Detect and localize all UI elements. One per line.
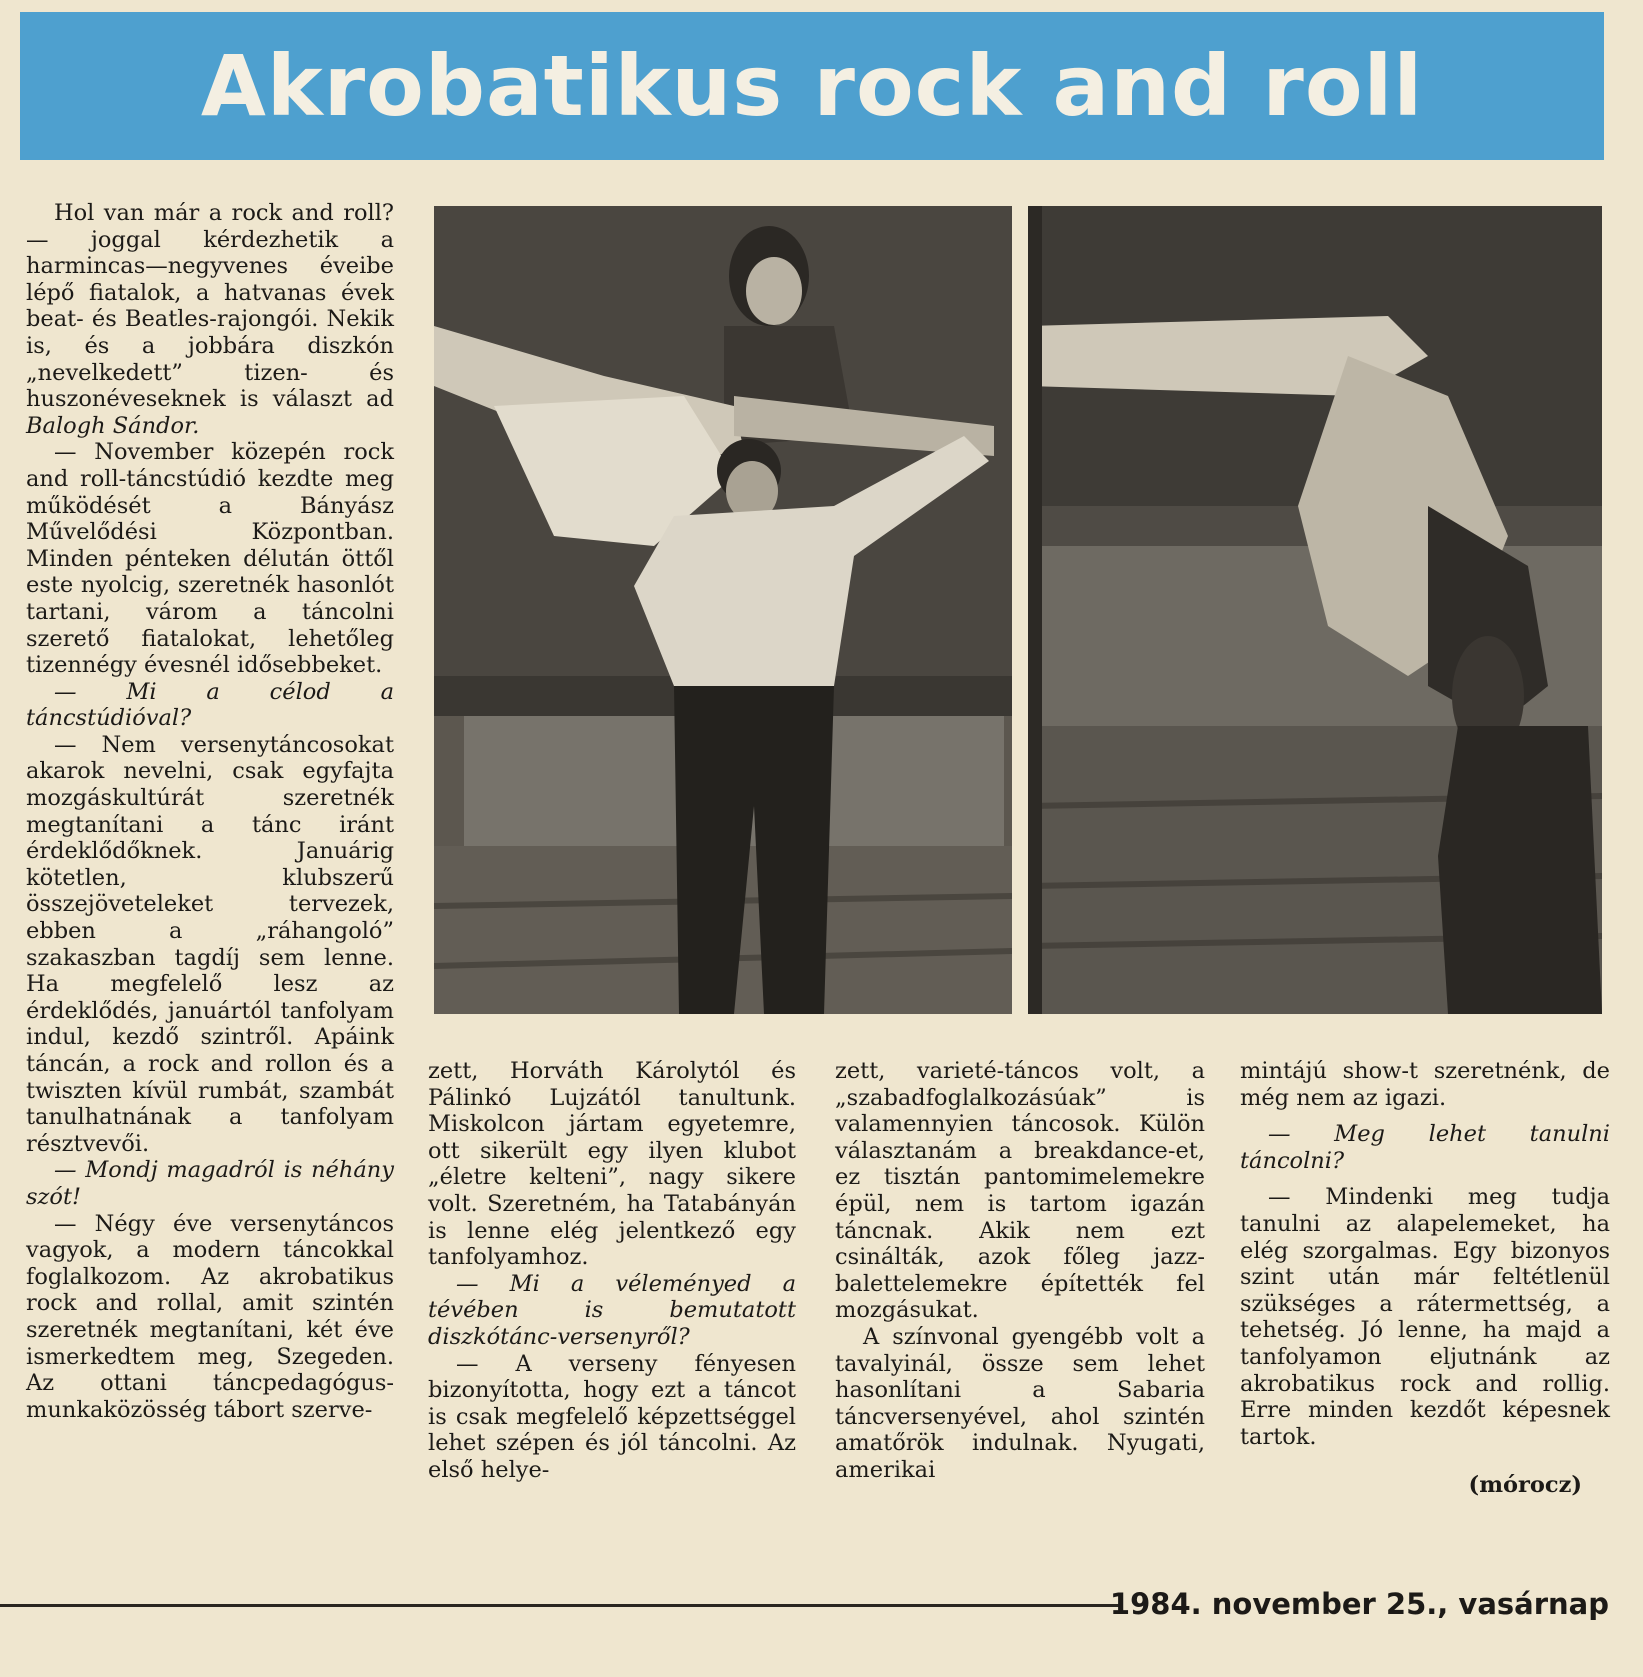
- article-column-2: [428, 1058, 796, 1484]
- paragraph: — Nem versenytáncosokat akarok nevelni, csak egyfajta mozgáskultúrát szeretnék megtanítani a tánc iránt érdeklődőknek. Januárig kötetlen, klubszerű összejöveteleket tervezek, ebben a „ráhangoló” szakaszban tagdíj sem lenne. Ha megfelelő lesz az érdeklődés, januártól tanfolyam indul, kezdő szintről. Apáink táncán, a rock and rollon és a twiszten kívül rumbát, szambát tanulhatnának a tanfolyam résztvevői.: [26, 731, 394, 1157]
- photo-dancer-lift: [434, 206, 1012, 1014]
- paragraph: mintájú show-t szeretnénk, de még nem az igazi.: [1240, 1058, 1610, 1111]
- photo-acrobatic-flip-image: [1028, 206, 1602, 1014]
- paragraph: zett, Horváth Károlytól és Pálinkó Lujzától tanultunk. Miskolcon jártam egyetemre, ott sikerült egy ilyen klubot „életre kelteni”, nagy sikere volt. Szeretném, ha Tatabányán is lenne elég jelentkező egy tanfolyamhoz.: [428, 1058, 796, 1271]
- dateline: 1984. november 25., vasárnap: [1109, 1587, 1609, 1621]
- paragraph: — A verseny fényesen bizonyította, hogy ezt a táncot is csak megfelelő képzettséggel lehet szépen és jól táncolni. Az első helye-: [428, 1350, 796, 1483]
- paragraph-intro: [26, 200, 394, 439]
- paragraph: A színvonal gyengébb volt a tavalyinál, össze sem lehet hasonlítani a Sabaria táncversenyével, ahol szintén amatőrök indulnak. Nyugati, amerikai: [835, 1323, 1205, 1483]
- article-column-4: [1240, 1058, 1610, 1499]
- article-column-1: [26, 200, 394, 1423]
- headline: Akrobatikus rock and roll: [200, 37, 1424, 135]
- question: — Mi a véleményed a tévében is bemutatott diszkótánc-versenyről?: [428, 1270, 796, 1350]
- photo-dancer-lift-image: [434, 206, 1012, 1014]
- interviewee-name: Balogh Sándor.: [26, 412, 200, 439]
- photo-acrobatic-flip: [1028, 206, 1602, 1014]
- paragraph: zett, varieté-táncos volt, a „szabadfoglalkozásúak” is valamennyien táncosok. Külön választanám a breakdance-et, ez tisztán pantomimelemekre épül, nem is tartom igazán táncnak. Akik nem ezt csinálták, azok főleg jazz-balettelemekre építették fel mozgásukat.: [835, 1058, 1205, 1324]
- question: — Meg lehet tanulni táncolni?: [1240, 1121, 1610, 1174]
- question: — Mi a célod a táncstúdióval?: [26, 678, 394, 732]
- question: — Mondj magadról is néhány szót!: [26, 1157, 394, 1210]
- byline: (mórocz): [1468, 1472, 1582, 1499]
- footer-rule: [0, 1604, 1120, 1607]
- headline-banner: [20, 12, 1604, 160]
- intro-text: Hol van már a rock and roll? — joggal kérdezhetik a harmincas—negyvenes éveibe lépő fiatalok, a hatvanas évek beat- és Beatles-rajongói. Nekik is, és a jobbára diszkón „nevelkedett” tizen- és huszonéveseknek is választ ad: [26, 200, 394, 413]
- paragraph: — Mindenki meg tudja tanulni az alapelemeket, ha elég szorgalmas. Egy bizonyos szint után már feltétlenül szükséges a rátermettség, a tehetség. Jó lenne, ha majd a tanfolyamon eljutnánk az akrobatikus rock and rollig. Erre minden kezdőt képesnek tartok.: [1240, 1184, 1610, 1450]
- paragraph: — Négy éve versenytáncos vagyok, a modern táncokkal foglalkozom. Az akrobatikus rock and rollal, amit szintén szeretnék megtanítani, két éve ismerkedtem meg, Szegeden. Az ottani táncpedagógus-munkaközösség tábort szerve-: [26, 1210, 394, 1423]
- article-column-3: [835, 1058, 1205, 1484]
- paragraph: — November közepén rock and roll-táncstúdió kezdte meg működését a Bányász Művelődési Központban. Minden pénteken délután öttől este nyolcig, szeretnék hasonlót tartani, várom a táncolni szerető fiatalokat, lehetőleg tizennégy évesnél idősebbeket.: [26, 439, 394, 679]
